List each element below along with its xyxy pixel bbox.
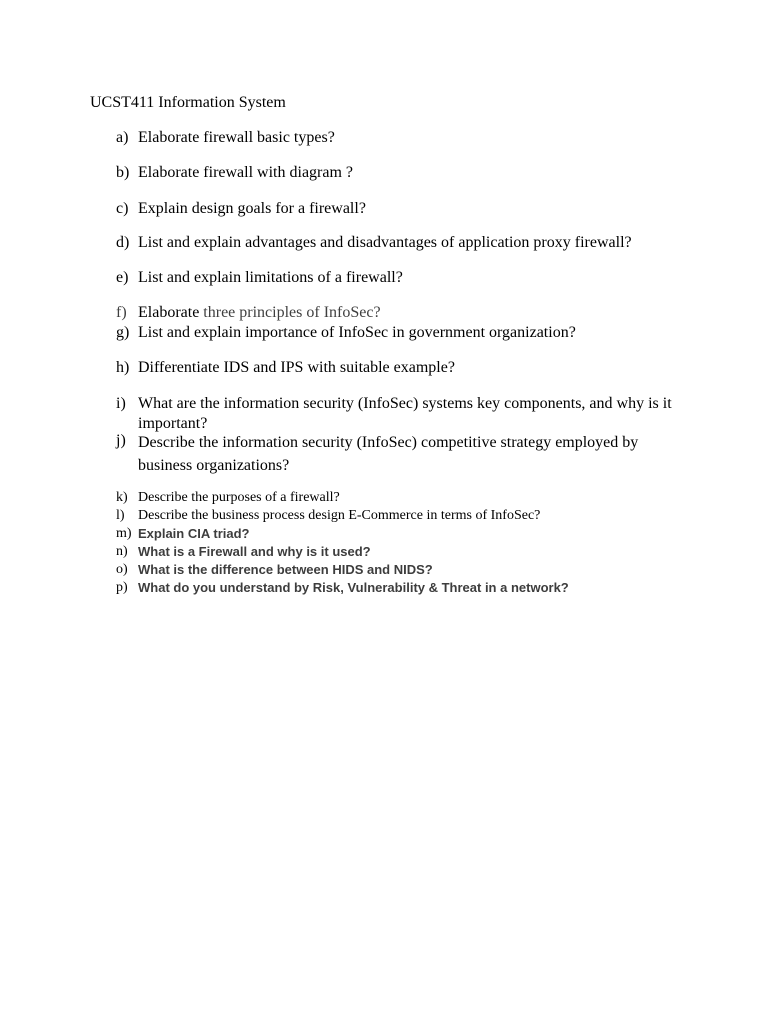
- question-label: j): [116, 432, 126, 449]
- question-g: [116, 323, 676, 343]
- question-m: [116, 525, 676, 543]
- question-text: [138, 303, 676, 323]
- question-text-part: Elaborate: [138, 304, 204, 321]
- question-a: [116, 128, 676, 148]
- question-text-highlight: three principles of InfoSec?: [203, 304, 381, 321]
- question-text: List and explain importance of InfoSec in government organization?: [138, 324, 576, 341]
- question-label: e): [116, 269, 129, 286]
- question-text: Describe the information security (InfoSec) competitive strategy employed by business organizations?: [138, 434, 639, 474]
- question-text: List and explain advantages and disadvantages of application proxy firewall?: [138, 234, 632, 251]
- question-text: Elaborate firewall with diagram ?: [138, 164, 354, 181]
- question-label: b): [116, 164, 130, 181]
- question-label: l): [116, 508, 125, 523]
- question-label: c): [116, 200, 129, 217]
- question-label: f): [116, 304, 127, 321]
- question-text: Describe the business process design E-Commerce in terms of InfoSec?: [138, 508, 541, 523]
- question-d: [116, 233, 696, 253]
- question-b: [116, 163, 676, 183]
- question-p: [116, 579, 676, 597]
- question-o: [116, 561, 676, 579]
- question-label: n): [116, 544, 128, 559]
- question-text: What is a Firewall and why is it used?: [138, 544, 371, 559]
- question-label: o): [116, 562, 128, 577]
- question-label: i): [116, 395, 126, 412]
- question-n: [116, 543, 676, 561]
- question-label: a): [116, 129, 129, 146]
- question-text: Elaborate firewall basic types?: [138, 129, 335, 146]
- question-text: What is the difference between HIDS and NIDS?: [138, 562, 433, 577]
- question-f: [116, 303, 676, 323]
- question-label: d): [116, 234, 130, 251]
- question-k: [116, 489, 676, 507]
- question-text: List and explain limitations of a firewall?: [138, 269, 403, 286]
- question-text: Explain CIA triad?: [138, 526, 250, 541]
- question-c: [116, 199, 676, 219]
- question-text: Differentiate IDS and IPS with suitable example?: [138, 359, 455, 376]
- question-e: [116, 268, 676, 288]
- question-text: Describe the purposes of a firewall?: [138, 490, 340, 505]
- question-j: [116, 431, 676, 477]
- question-label: m): [116, 526, 132, 541]
- question-h: [116, 358, 676, 378]
- question-l: [116, 507, 676, 525]
- question-i: [116, 394, 676, 434]
- question-text: What do you understand by Risk, Vulnerability & Threat in a network?: [138, 580, 569, 595]
- question-label: h): [116, 359, 130, 376]
- document-title: UCST411 Information System: [90, 94, 286, 111]
- question-label: g): [116, 324, 130, 341]
- question-text: Explain design goals for a firewall?: [138, 200, 366, 217]
- question-label: p): [116, 580, 128, 595]
- question-text: What are the information security (InfoSec) systems key components, and why is it important?: [138, 395, 672, 432]
- question-label: k): [116, 490, 128, 505]
